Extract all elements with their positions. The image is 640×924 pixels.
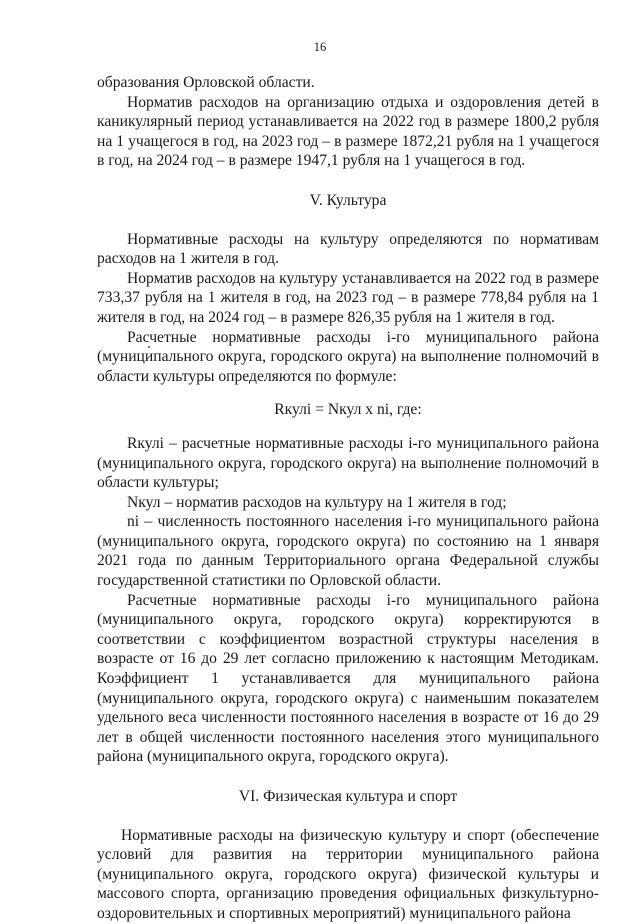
paragraph-sport-norms: Нормативные расходы на физическую культуру и спорт (обеспечение условий для развития на территории муниципального района (муниципального округа, городского округа) физической культуры и массового спорта, организацию проведения официальных физкультурно-оздоровительных и спортивных мероприятий) муниципального района [97,826,599,922]
page-number: 16 [313,40,327,54]
paragraph-culture-formula-intro: Расчетные нормативные расходы i-го муниципального района (муниципального округа, городского округа) на выполнение полномочий в области культуры определяются по формуле: [97,328,599,385]
spacer [97,767,599,787]
paragraph-definition-ni: ni – численность постоянного населения i-го муниципального района (муниципального округа, городского округа) по состоянию на 1 января 2021 года по данным Территориального органа Федеральной службы государственной статистики по Орловской области. [97,513,599,590]
paragraph-culture-norms: Нормативные расходы на культуру определяются по нормативам расходов на 1 жителя в год. [97,230,599,268]
paragraph-age-coefficient: Расчетные нормативные расходы i-го муниципального района (муниципального округа, городского округа) корректируются в соответствии с коэффициентом возрастной структуры населения в возрасте от 16 до 29 лет согласно приложению к настоящим Методикам. Коэффициент 1 устанавливается для муниципального района (муниципального округа, городского округа) с наименьшим показателем удельного веса численности постоянного населения в возрасте от 16 до 29 лет в общей численности постоянного населения этого муниципального района (муниципального округа, городского округа). [97,591,599,766]
section-heading-sport: VI. Физическая культура и спорт [238,788,458,805]
document-body [97,73,599,924]
paragraph-continuation: образования Орловской области. [97,74,315,91]
spacer [97,386,599,400]
paragraph-culture-norm-values: Норматив расходов на культуру устанавливается на 2022 год в размере 733,37 рубля на 1 жителя в год, на 2023 год – в размере 778,84 рубля на 1 жителя в год, на 2024 год – в размере 826,35 рубля на 1 жителя в год. [97,269,599,326]
paragraph-definition-rkul: Rкулi – расчетные нормативные расходы i-го муниципального района (муниципального округа, городского округа) на выполнение полномочий в области культуры; [97,434,599,492]
spacer [97,807,599,826]
formula-culture: Rкулi = Nкул x ni, где: [274,401,422,419]
spacer [97,211,599,230]
spacer [97,171,599,191]
paragraph-definition-nkul: Nкул – норматив расходов на культуру на 1 жителя в год; [127,493,507,511]
scan-dot [148,346,150,348]
spacer [97,420,599,434]
section-heading-culture: V. Культура [309,191,387,209]
paragraph-recreation-norm: Норматив расходов на организацию отдыха и оздоровления детей в каникулярный период устанавливается на 2022 год в размере 1800,2 рубля на 1 учащегося в год, на 2023 год – в размере 1872,21 рубля на 1 учащегося в год, на 2024 год – в размере 1947,1 рубля на 1 учащегося в год. [97,93,599,170]
